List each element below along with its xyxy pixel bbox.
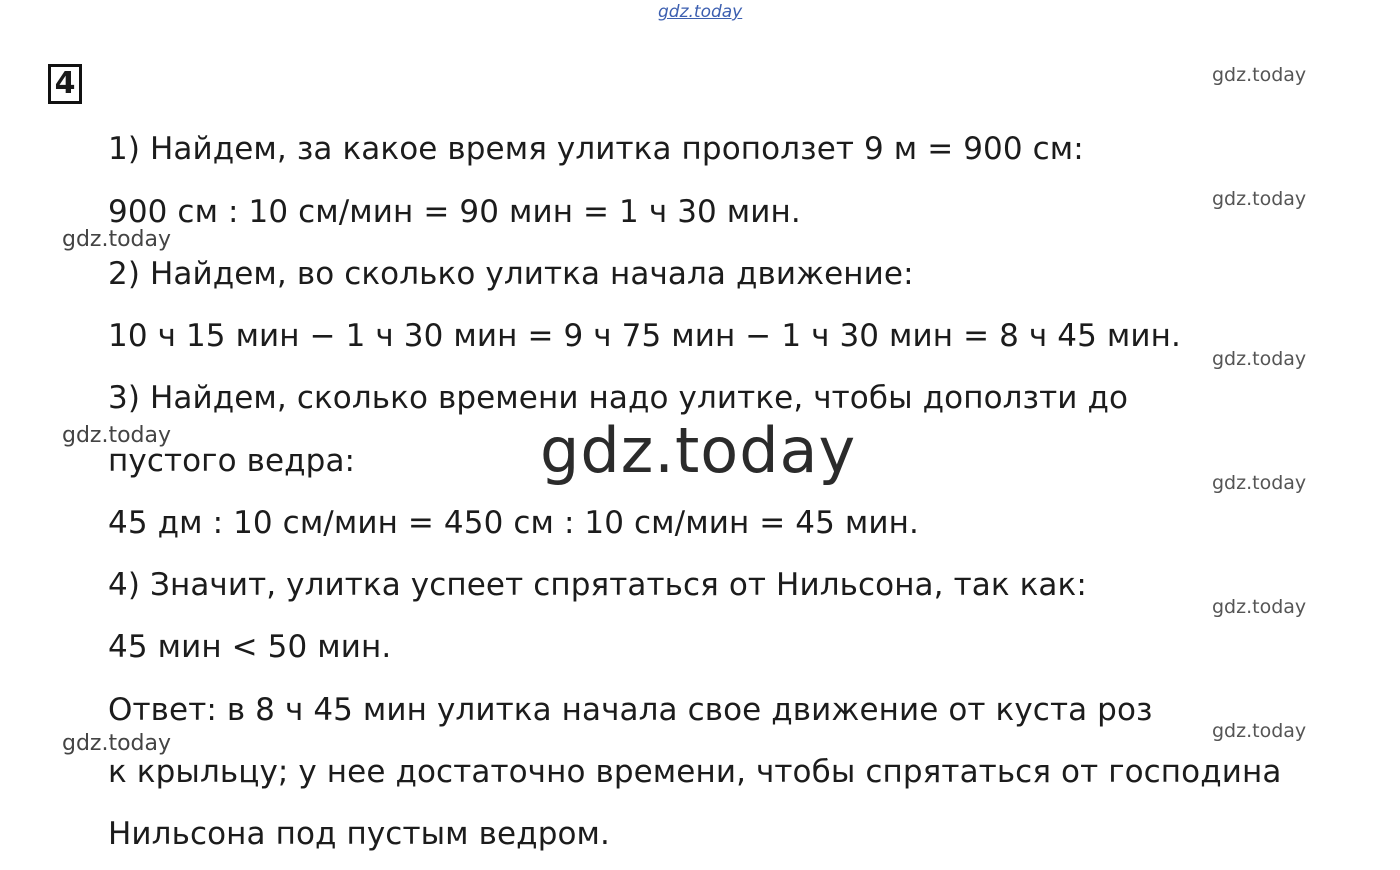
watermark-left-3: gdz.today (62, 731, 172, 756)
watermark-right-5: gdz.today (1212, 596, 1307, 618)
task-number-box: 4 (48, 64, 82, 104)
watermark-right-6: gdz.today (1212, 720, 1307, 742)
solution-line-7: 45 дм : 10 см/мин = 450 см : 10 см/мин = 45 мин. (108, 505, 919, 541)
watermark-right-2: gdz.today (1212, 188, 1307, 210)
solution-line-8: 4) Значит, улитка успеет спрятаться от Нильсона, так как: (108, 567, 1087, 603)
solution-line-3: 2) Найдем, во сколько улитка начала движение: (108, 256, 914, 292)
solution-line-9: 45 мин < 50 мин. (108, 629, 392, 665)
watermark-left-2: gdz.today (62, 423, 172, 448)
watermark-right-4: gdz.today (1212, 472, 1307, 494)
watermark-center: gdz.today (540, 414, 857, 487)
watermark-right-3: gdz.today (1212, 348, 1307, 370)
solution-line-4: 10 ч 15 мин − 1 ч 30 мин = 9 ч 75 мин − 1 ч 30 мин = 8 ч 45 мин. (108, 318, 1181, 354)
solution-line-6: пустого ведра: (108, 443, 356, 479)
solution-line-2: 900 см : 10 см/мин = 90 мин = 1 ч 30 мин. (108, 194, 801, 230)
solution-line-5: 3) Найдем, сколько времени надо улитке, чтобы доползти до (108, 380, 1129, 416)
watermark-top[interactable]: gdz.today (658, 2, 743, 22)
answer-line-3: Нильсона под пустым ведром. (108, 816, 610, 852)
answer-line-2: к крыльцу; у нее достаточно времени, чтобы спрятаться от господина (108, 754, 1282, 790)
watermark-left-1: gdz.today (62, 227, 172, 252)
answer-line-1: Ответ: в 8 ч 45 мин улитка начала свое движение от куста роз (108, 692, 1153, 728)
watermark-right-1: gdz.today (1212, 64, 1307, 86)
solution-line-1: 1) Найдем, за какое время улитка проползет 9 м = 900 см: (108, 131, 1084, 167)
